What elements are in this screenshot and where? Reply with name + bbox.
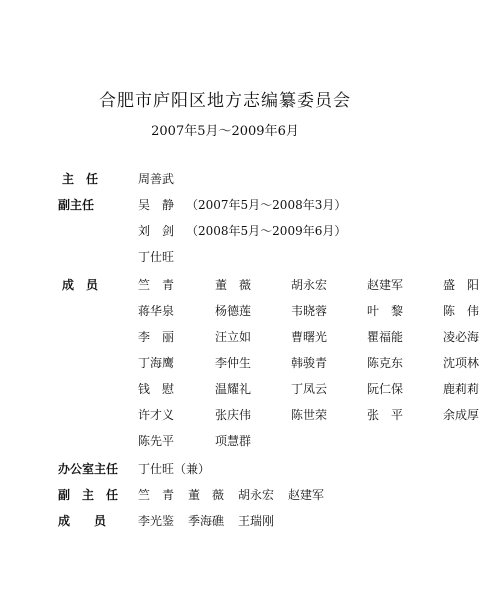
members-label: 成 员: [62, 278, 99, 292]
director-row: [0, 170, 450, 190]
vice-director-row-1: [0, 196, 450, 216]
member-name: 董 薇: [215, 278, 252, 292]
members-row-1: [0, 276, 479, 296]
members-row-6: [0, 406, 479, 426]
member-name: 鹿莉莉: [443, 382, 479, 396]
member-name: 阮仁保: [367, 382, 404, 396]
director-name: 周善武: [138, 172, 175, 186]
member-name: 盛 阳: [443, 278, 479, 292]
member-name: 竺 青: [138, 278, 175, 292]
member-name: 瞿福能: [367, 330, 404, 344]
member-name: 凌必海: [443, 330, 479, 344]
office-vice-name: 董 薇: [188, 488, 225, 502]
member-name: 汪立如: [215, 330, 252, 344]
member-name: 韦晓蓉: [291, 304, 328, 318]
office-members-label: 成 员: [58, 514, 107, 528]
office-vice-name: 竺 青: [138, 488, 175, 502]
member-name: 张庆伟: [215, 408, 252, 422]
member-name: 蒋华泉: [138, 304, 175, 318]
document-subtitle: 2007年5月～2009年6月: [151, 124, 299, 139]
vice-director-name: 吴 静: [138, 198, 175, 212]
member-name: 项慧群: [215, 434, 252, 448]
vice-director-term: （2008年5月～2009年6月）: [186, 224, 347, 238]
member-name: 沈项林: [443, 356, 479, 370]
member-name: 陈世荣: [291, 408, 328, 422]
office-director-value: 丁仕旺（兼）: [138, 462, 211, 476]
document-title: 合肥市庐阳区地方志编纂委员会: [99, 91, 351, 111]
members-row-3: [0, 328, 479, 348]
vice-director-label: 副主任: [58, 198, 95, 212]
member-name: 曹曙光: [291, 330, 328, 344]
member-name: 温耀礼: [215, 382, 252, 396]
member-name: 赵建军: [367, 278, 404, 292]
office-members-row: [0, 512, 450, 532]
member-name: 陈克东: [367, 356, 404, 370]
office-member-name: 王瑞刚: [238, 514, 275, 528]
office-member-name: 季海礁: [188, 514, 225, 528]
member-name: 张 平: [367, 408, 404, 422]
office-director-label: 办公室主任: [58, 462, 119, 476]
member-name: 李 丽: [138, 330, 175, 344]
member-name: 许才义: [138, 408, 175, 422]
member-name: 韩骏青: [291, 356, 328, 370]
vice-director-term: （2007年5月～2008年3月）: [186, 198, 347, 212]
members-row-2: [0, 302, 479, 322]
members-row-5: [0, 380, 479, 400]
office-member-name: 李光鉴: [138, 514, 175, 528]
member-name: 陈 伟: [443, 304, 479, 318]
office-vice-name: 赵建军: [288, 488, 325, 502]
vice-director-row-2: [0, 222, 450, 242]
member-name: 余成厚: [443, 408, 479, 422]
members-row-7: [0, 432, 450, 452]
member-name: 叶 黎: [367, 304, 404, 318]
vice-director-name: 丁仕旺: [138, 250, 175, 264]
office-vice-label: 副 主 任: [58, 488, 119, 502]
vice-director-name: 刘 剑: [138, 224, 175, 238]
member-name: 陈先平: [138, 434, 175, 448]
member-name: 丁海鹰: [138, 356, 175, 370]
member-name: 丁凤云: [291, 382, 328, 396]
vice-director-row-3: [0, 248, 450, 268]
office-vice-name: 胡永宏: [238, 488, 275, 502]
member-name: 杨德莲: [215, 304, 252, 318]
members-row-4: [0, 354, 479, 374]
director-label: 主 任: [62, 172, 99, 186]
office-vice-row: [0, 486, 450, 506]
member-name: 李仲生: [215, 356, 252, 370]
member-name: 胡永宏: [291, 278, 328, 292]
member-name: 钱 慰: [138, 382, 175, 396]
office-director-row: [0, 460, 450, 480]
